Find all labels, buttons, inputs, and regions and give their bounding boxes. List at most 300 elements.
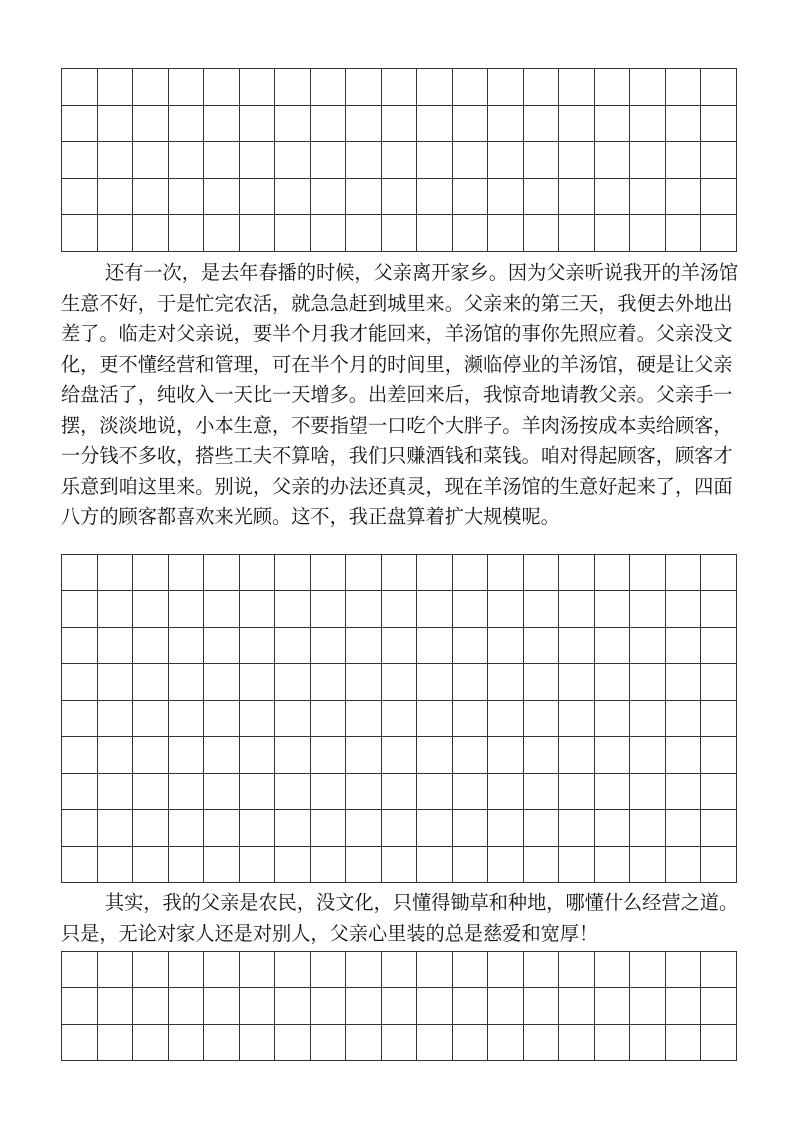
grid-cell [98, 988, 134, 1024]
grid-cell [346, 664, 382, 700]
grid-cell [240, 701, 276, 737]
grid-cell [240, 179, 276, 216]
grid-cell [311, 774, 347, 810]
grid-cell [666, 847, 702, 883]
grid-cell [666, 701, 702, 737]
grid-cell [666, 591, 702, 627]
grid-cell [417, 106, 453, 143]
grid-cell [524, 701, 560, 737]
grid-cell [240, 628, 276, 664]
grid-cell [559, 774, 595, 810]
grid-cell [346, 106, 382, 143]
grid-cell [524, 737, 560, 773]
grid-cell [666, 69, 702, 106]
grid-cell [595, 737, 631, 773]
grid-cell [595, 142, 631, 179]
grid-cell [701, 952, 737, 988]
grid-cell [133, 664, 169, 700]
grid-cell [346, 701, 382, 737]
grid-cell [204, 591, 240, 627]
grid-cell [240, 591, 276, 627]
grid-cell [559, 737, 595, 773]
grid-cell [559, 952, 595, 988]
text-line: 摆，淡淡地说，小本生意，不要指望一口吃个大胖子。羊肉汤按成本卖给顾客， [61, 413, 733, 437]
grid-cell [524, 988, 560, 1024]
grid-cell [488, 215, 524, 252]
grid-cell [701, 810, 737, 846]
grid-cell [630, 142, 666, 179]
grid-cell [488, 701, 524, 737]
grid-cell [133, 952, 169, 988]
grid-cell [62, 737, 98, 773]
paragraph-story [61, 258, 751, 533]
grid-cell [98, 737, 134, 773]
grid-cell [311, 142, 347, 179]
grid-cell [98, 1025, 134, 1061]
grid-cell [666, 810, 702, 846]
grid-cell [98, 555, 134, 591]
grid-cell [630, 701, 666, 737]
grid-cell [275, 179, 311, 216]
grid-cell [595, 628, 631, 664]
grid-cell [701, 988, 737, 1024]
grid-cell [488, 69, 524, 106]
grid-cell [275, 106, 311, 143]
grid-cell [311, 988, 347, 1024]
text-line: 给盘活了，纯收入一天比一天增多。出差回来后，我惊奇地请教父亲。父亲手一 [61, 383, 733, 406]
text-line: 其实，我的父亲是农民，没文化，只懂得锄草和种地，哪懂什么经营之道。 [105, 891, 739, 914]
grid-cell [524, 106, 560, 143]
grid-cell [595, 774, 631, 810]
grid-cell [346, 774, 382, 810]
grid-cell [204, 69, 240, 106]
grid-cell [417, 179, 453, 216]
grid-cell [559, 810, 595, 846]
grid-cell [453, 701, 489, 737]
grid-cell [524, 69, 560, 106]
grid-cell [382, 988, 418, 1024]
grid-cell [169, 701, 205, 737]
grid-cell [559, 179, 595, 216]
grid-cell [630, 179, 666, 216]
grid-cell [701, 69, 737, 106]
grid-cell [488, 774, 524, 810]
grid-cell [488, 664, 524, 700]
grid-cell [240, 810, 276, 846]
grid-cell [453, 810, 489, 846]
grid-cell [524, 555, 560, 591]
grid-cell [98, 664, 134, 700]
grid-cell [311, 628, 347, 664]
grid-cell [701, 774, 737, 810]
grid-cell [346, 737, 382, 773]
grid-cell [98, 774, 134, 810]
grid-cell [701, 106, 737, 143]
grid-cell [701, 215, 737, 252]
grid-cell [524, 179, 560, 216]
grid-cell [559, 847, 595, 883]
grid-cell [275, 701, 311, 737]
text-line: 一分钱不多收，搭些工夫不算啥，我们只赚酒钱和菜钱。咱对得起顾客，顾客才 [61, 444, 733, 467]
grid-cell [62, 1025, 98, 1061]
grid-cell [630, 847, 666, 883]
grid-cell [701, 179, 737, 216]
grid-cell [488, 106, 524, 143]
grid-cell [240, 737, 276, 773]
grid-cell [62, 810, 98, 846]
grid-cell [559, 628, 595, 664]
grid-cell [524, 774, 560, 810]
grid-cell [453, 106, 489, 143]
grid-cell [701, 1025, 737, 1061]
grid-cell [62, 215, 98, 252]
grid-cell [311, 701, 347, 737]
grid-cell [98, 591, 134, 627]
grid-cell [453, 591, 489, 627]
grid-cell [169, 69, 205, 106]
grid-cell [630, 106, 666, 143]
text-line: 生意不好，于是忙完农活，就急急赶到城里来。父亲来的第三天，我便去外地出 [61, 291, 733, 315]
grid-cell [240, 774, 276, 810]
grid-cell [417, 628, 453, 664]
grid-cell [204, 774, 240, 810]
grid-cell [666, 142, 702, 179]
writing-grid-middle [61, 554, 737, 883]
grid-cell [488, 591, 524, 627]
grid-cell [275, 591, 311, 627]
grid-cell [382, 774, 418, 810]
grid-cell [98, 628, 134, 664]
grid-cell [417, 988, 453, 1024]
text-line: 化，更不懂经营和管理，可在半个月的时间里，濒临停业的羊汤馆，硬是让父亲 [61, 352, 733, 376]
grid-cell [666, 1025, 702, 1061]
grid-cell [630, 215, 666, 252]
grid-cell [169, 810, 205, 846]
grid-cell [62, 664, 98, 700]
grid-cell [240, 106, 276, 143]
grid-cell [666, 106, 702, 143]
grid-cell [524, 1025, 560, 1061]
grid-cell [133, 628, 169, 664]
grid-cell [204, 106, 240, 143]
grid-cell [666, 952, 702, 988]
grid-cell [240, 952, 276, 988]
grid-cell [701, 555, 737, 591]
grid-cell [453, 69, 489, 106]
grid-cell [346, 628, 382, 664]
grid-cell [382, 215, 418, 252]
grid-cell [240, 142, 276, 179]
grid-cell [559, 591, 595, 627]
grid-cell [275, 988, 311, 1024]
grid-cell [204, 1025, 240, 1061]
grid-cell [169, 142, 205, 179]
grid-cell [169, 847, 205, 883]
grid-cell [62, 774, 98, 810]
grid-cell [311, 810, 347, 846]
grid-cell [524, 142, 560, 179]
grid-cell [169, 179, 205, 216]
grid-cell [488, 142, 524, 179]
writing-grid-top [61, 68, 737, 252]
grid-cell [630, 810, 666, 846]
grid-cell [382, 591, 418, 627]
grid-cell [275, 774, 311, 810]
grid-cell [630, 591, 666, 627]
grid-cell [417, 142, 453, 179]
grid-cell [559, 106, 595, 143]
grid-cell [524, 664, 560, 700]
grid-cell [240, 215, 276, 252]
grid-cell [62, 69, 98, 106]
grid-cell [666, 774, 702, 810]
grid-cell [98, 701, 134, 737]
grid-cell [133, 142, 169, 179]
grid-cell [524, 591, 560, 627]
grid-cell [346, 555, 382, 591]
grid-cell [595, 1025, 631, 1061]
grid-cell [630, 774, 666, 810]
grid-cell [275, 664, 311, 700]
grid-cell [240, 69, 276, 106]
grid-cell [382, 106, 418, 143]
grid-cell [204, 810, 240, 846]
grid-cell [453, 555, 489, 591]
grid-cell [133, 106, 169, 143]
grid-cell [311, 179, 347, 216]
grid-cell [417, 810, 453, 846]
grid-cell [98, 106, 134, 143]
grid-cell [453, 737, 489, 773]
grid-cell [488, 1025, 524, 1061]
grid-cell [311, 847, 347, 883]
grid-cell [98, 810, 134, 846]
grid-cell [630, 628, 666, 664]
grid-cell [275, 952, 311, 988]
grid-cell [382, 952, 418, 988]
grid-cell [559, 555, 595, 591]
grid-cell [98, 215, 134, 252]
grid-cell [204, 555, 240, 591]
grid-cell [382, 628, 418, 664]
grid-cell [488, 847, 524, 883]
grid-cell [346, 847, 382, 883]
grid-cell [488, 952, 524, 988]
grid-cell [275, 628, 311, 664]
grid-cell [62, 591, 98, 627]
grid-cell [595, 179, 631, 216]
grid-cell [417, 847, 453, 883]
grid-cell [346, 69, 382, 106]
grid-cell [204, 952, 240, 988]
grid-cell [559, 1025, 595, 1061]
grid-cell [275, 1025, 311, 1061]
grid-cell [382, 737, 418, 773]
grid-cell [62, 106, 98, 143]
grid-cell [311, 1025, 347, 1061]
grid-cell [453, 664, 489, 700]
grid-cell [204, 847, 240, 883]
grid-cell [630, 1025, 666, 1061]
grid-cell [98, 69, 134, 106]
grid-cell [169, 664, 205, 700]
grid-cell [666, 664, 702, 700]
grid-cell [311, 555, 347, 591]
grid-cell [133, 215, 169, 252]
grid-cell [559, 701, 595, 737]
grid-cell [133, 1025, 169, 1061]
grid-cell [346, 1025, 382, 1061]
grid-cell [595, 555, 631, 591]
text-line: 差了。临走对父亲说，要半个月我才能回来，羊汤馆的事你先照应着。父亲没文 [61, 322, 733, 345]
grid-cell [453, 952, 489, 988]
grid-cell [666, 555, 702, 591]
grid-cell [133, 774, 169, 810]
grid-cell [524, 628, 560, 664]
grid-cell [666, 179, 702, 216]
text-line: 乐意到咱这里来。别说，父亲的办法还真灵，现在羊汤馆的生意好起来了，四面 [61, 474, 733, 498]
grid-cell [169, 555, 205, 591]
grid-cell [98, 847, 134, 883]
grid-cell [524, 810, 560, 846]
grid-cell [666, 628, 702, 664]
grid-cell [169, 628, 205, 664]
grid-cell [630, 664, 666, 700]
grid-cell [595, 591, 631, 627]
grid-cell [417, 555, 453, 591]
grid-cell [240, 664, 276, 700]
grid-cell [204, 701, 240, 737]
grid-cell [488, 810, 524, 846]
grid-cell [98, 952, 134, 988]
grid-cell [133, 179, 169, 216]
grid-cell [595, 664, 631, 700]
grid-cell [595, 810, 631, 846]
grid-cell [630, 737, 666, 773]
grid-cell [311, 664, 347, 700]
grid-cell [417, 774, 453, 810]
grid-cell [240, 988, 276, 1024]
grid-cell [346, 810, 382, 846]
grid-cell [311, 215, 347, 252]
grid-cell [595, 106, 631, 143]
grid-cell [630, 69, 666, 106]
grid-cell [311, 106, 347, 143]
grid-cell [133, 555, 169, 591]
grid-cell [559, 142, 595, 179]
grid-cell [311, 69, 347, 106]
grid-cell [275, 69, 311, 106]
grid-cell [240, 555, 276, 591]
grid-cell [559, 215, 595, 252]
grid-cell [346, 952, 382, 988]
grid-cell [346, 591, 382, 627]
grid-cell [275, 142, 311, 179]
grid-cell [453, 988, 489, 1024]
grid-cell [630, 555, 666, 591]
grid-cell [311, 737, 347, 773]
paragraph-conclusion [61, 888, 751, 949]
grid-cell [559, 664, 595, 700]
grid-cell [488, 179, 524, 216]
grid-cell [240, 847, 276, 883]
grid-cell [311, 952, 347, 988]
grid-cell [346, 215, 382, 252]
grid-cell [417, 1025, 453, 1061]
grid-cell [382, 847, 418, 883]
grid-cell [62, 952, 98, 988]
grid-cell [204, 737, 240, 773]
grid-cell [346, 142, 382, 179]
grid-cell [382, 142, 418, 179]
grid-cell [453, 142, 489, 179]
grid-cell [595, 215, 631, 252]
grid-cell [62, 628, 98, 664]
grid-cell [275, 215, 311, 252]
grid-cell [275, 737, 311, 773]
grid-cell [701, 142, 737, 179]
grid-cell [701, 847, 737, 883]
grid-cell [98, 179, 134, 216]
grid-cell [453, 628, 489, 664]
grid-cell [204, 215, 240, 252]
grid-cell [204, 988, 240, 1024]
grid-cell [417, 215, 453, 252]
grid-cell [701, 701, 737, 737]
grid-cell [488, 628, 524, 664]
grid-cell [169, 591, 205, 627]
grid-cell [701, 664, 737, 700]
grid-cell [62, 142, 98, 179]
grid-cell [453, 774, 489, 810]
grid-cell [169, 774, 205, 810]
grid-cell [453, 215, 489, 252]
grid-cell [417, 737, 453, 773]
grid-cell [666, 737, 702, 773]
grid-cell [169, 952, 205, 988]
grid-cell [133, 737, 169, 773]
grid-cell [204, 142, 240, 179]
grid-cell [311, 591, 347, 627]
writing-grid-bottom [61, 951, 737, 1061]
grid-cell [346, 988, 382, 1024]
text-line: 只是，无论对家人还是对别人，父亲心里装的总是慈爱和宽厚！ [61, 921, 599, 945]
grid-cell [133, 701, 169, 737]
grid-cell [169, 737, 205, 773]
grid-cell [666, 215, 702, 252]
grid-cell [346, 179, 382, 216]
grid-cell [62, 555, 98, 591]
grid-cell [524, 952, 560, 988]
grid-cell [630, 952, 666, 988]
grid-cell [382, 810, 418, 846]
grid-cell [204, 179, 240, 216]
grid-cell [382, 69, 418, 106]
grid-cell [169, 215, 205, 252]
grid-cell [417, 69, 453, 106]
grid-cell [133, 69, 169, 106]
grid-cell [382, 179, 418, 216]
grid-cell [701, 628, 737, 664]
grid-cell [488, 737, 524, 773]
text-line: 还有一次，是去年春播的时候，父亲离开家乡。因为父亲听说我开的羊汤馆 [105, 261, 739, 284]
grid-cell [595, 701, 631, 737]
grid-cell [62, 847, 98, 883]
grid-cell [62, 179, 98, 216]
grid-cell [417, 952, 453, 988]
grid-cell [559, 988, 595, 1024]
grid-cell [382, 1025, 418, 1061]
